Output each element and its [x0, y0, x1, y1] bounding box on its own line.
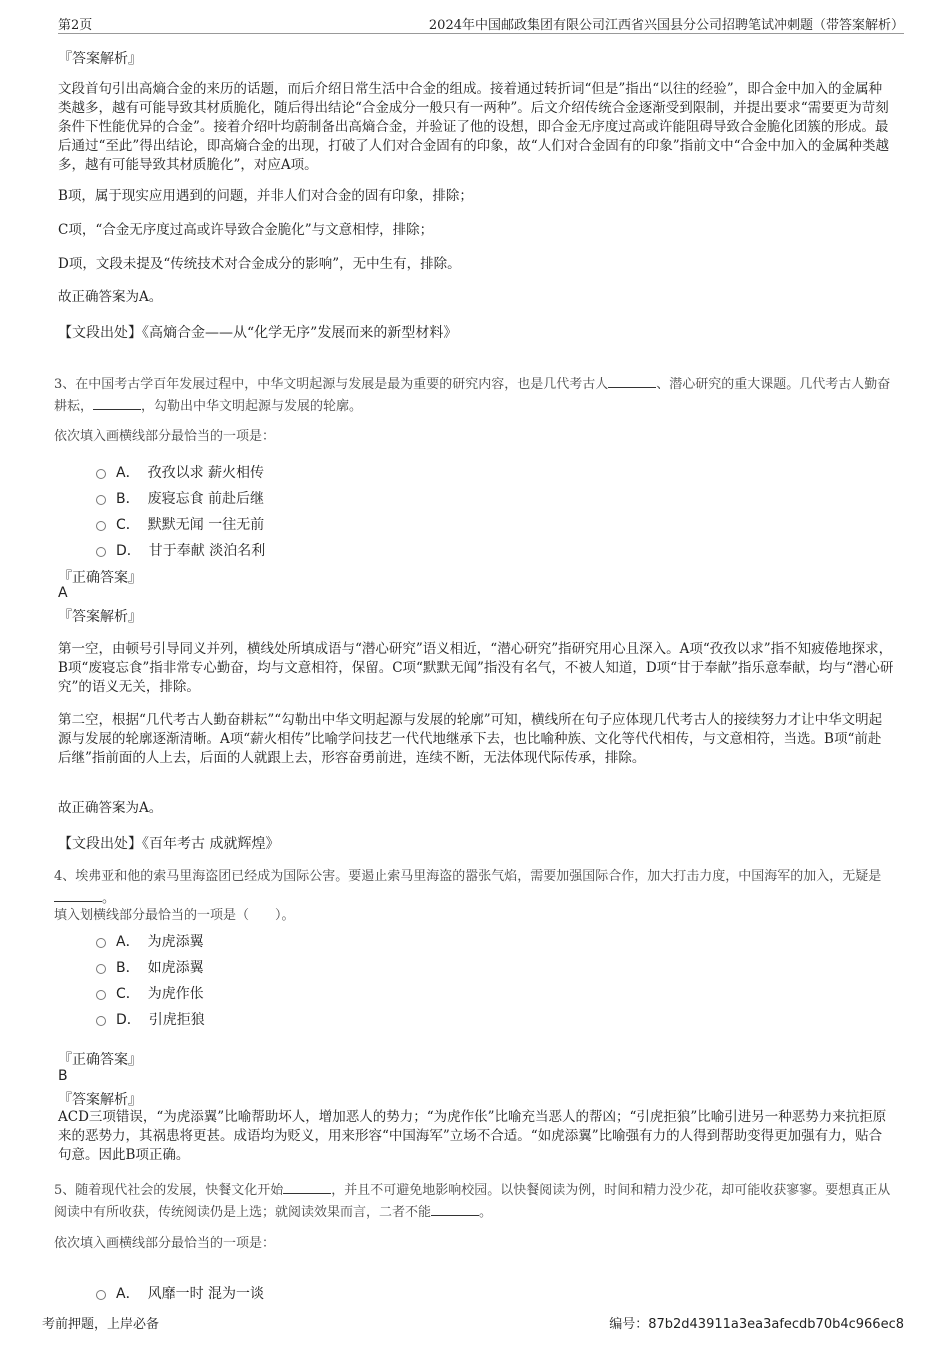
radio-icon[interactable]: [96, 1290, 106, 1300]
analysis-paragraph: C项，“合金无序度过高或许导致合金脆化”与文意相悖，排除；: [58, 222, 434, 238]
analysis-paragraph: 文段首句引出高熵合金的来历的话题，而后介绍日常生活中合金的组成。接着通过转折词“但是”指出“以往的经验”，即合金中加入的金属种类越多，越有可能导致其材质脆化，随后得出结论“合金成分一般只有一两种”。后文介绍传统合金逐渐受到限制，并提出要求“需要更为苛刻条件下性能优异的合金”。接着介绍叶均蔚制备出高熵合金，并验证了他的设想，即合金无序度过高或许能阻碍导致合金脆化团簇的形成。最后通过“至此”得出结论，即高熵合金的出现，打破了人们对合金固有的印象，故“人们对合金固有的印象”指前文中“合金中加入的金属种类越多，越有可能导致其材质脆化”，对应A项。: [58, 81, 890, 173]
analysis-label: 『答案解析』: [58, 51, 142, 67]
page-number: 第2页: [58, 18, 93, 33]
radio-icon[interactable]: [96, 1016, 106, 1026]
header-divider: [58, 33, 904, 34]
option-text: 甘于奉献 淡泊名利: [148, 543, 266, 559]
blank: [93, 395, 141, 410]
option-c[interactable]: [96, 983, 204, 1003]
blank: [431, 1201, 479, 1216]
option-text: 孜孜以求 薪火相传: [147, 465, 265, 481]
correct-answer: B: [58, 1068, 68, 1084]
stem-text: 。: [102, 891, 116, 906]
option-letter: D．: [116, 543, 141, 559]
option-letter: A．: [116, 465, 140, 481]
option-letter: C．: [116, 986, 140, 1002]
option-letter: B．: [116, 960, 140, 976]
passage-source: 【文段出处】《百年考古 成就辉煌》: [58, 836, 280, 852]
option-text: 风靡一时 混为一谈: [147, 1286, 265, 1302]
stem-text: 3、在中国考古学百年发展过程中，中华文明起源与发展是最为重要的研究内容，也是几代考古人: [54, 377, 609, 392]
analysis-paragraph: 第一空，由顿号引导同义并列，横线处所填成语与“潜心研究”语义相近，“潜心研究”指研究用心且深入。A项“孜孜以求”指不知疲倦地探求，B项“废寝忘食”指非常专心勤奋，均与文意相符，保留。C项“默默无闻”指没有名气，不被人知道，D项“甘于奉献”指乐意奉献，均与“潜心研究”的语义无关，排除。: [58, 641, 894, 695]
option-letter: B．: [116, 491, 140, 507]
analysis-paragraph: 第二空，根据“几代考古人勤奋耕耘”“勾勒出中华文明起源与发展的轮廓”可知，横线所在句子应体现几代考古人的接续努力才让中华文明起源与发展的轮廓逐渐清晰。A项“薪火相传”比喻学问技艺一代代地继承下去，也比喻种族、文化等代代相传，与文意相符，当选。B项“前赴后继”指前面的人上去，后面的人就跟上去，形容奋勇前进，连续不断，无法体现代际传承，排除。: [58, 712, 883, 766]
radio-icon[interactable]: [96, 469, 106, 479]
analysis-paragraph: D项，文段未提及“传统技术对合金成分的影响”，无中生有，排除。: [58, 256, 461, 272]
question-instruction: 依次填入画横线部分最恰当的一项是：: [54, 429, 276, 444]
option-text: 为虎作伥: [147, 986, 204, 1002]
question-stem: [54, 373, 894, 417]
option-d[interactable]: [96, 540, 265, 560]
document-title: 2024年中国邮政集团有限公司江西省兴国县分公司招聘笔试冲刺题（带答案解析）: [428, 18, 904, 33]
option-text: 如虎添翼: [147, 960, 204, 976]
code-label: 编号：: [609, 1317, 649, 1332]
stem-text: 、潜心研究的重大课题。几代考古人勤奋耕耘，: [54, 377, 891, 414]
passage-source: 【文段出处】《高熵合金——从“化学无序”发展而来的新型材料》: [58, 325, 458, 341]
stem-text: ，勾勒出中华文明起源与发展的轮廓。: [141, 399, 363, 414]
radio-icon[interactable]: [96, 547, 106, 557]
analysis-label: 『答案解析』: [58, 1092, 142, 1108]
radio-icon[interactable]: [96, 495, 106, 505]
option-b[interactable]: [96, 957, 204, 977]
analysis-label: 『答案解析』: [58, 609, 142, 625]
stem-text: 5、随着现代社会的发展，快餐文化开始: [54, 1183, 284, 1198]
radio-icon[interactable]: [96, 521, 106, 531]
blank: [283, 1179, 331, 1194]
correct-answer-label: 『正确答案』: [58, 1052, 142, 1068]
option-letter: C．: [116, 517, 140, 533]
analysis-paragraph: ACD三项错误，“为虎添翼”比喻帮助坏人，增加恶人的势力；“为虎作伥”比喻充当恶人的帮凶；“引虎拒狼”比喻引进另一种恶势力来抗拒原来的恶势力，其祸患将更甚。成语均为贬义，用来形容“中国海军”立场不合适。“如虎添翼”比喻强有力的人得到帮助变得更加强有力，贴合句意。因此B项正确。: [58, 1109, 887, 1163]
option-b[interactable]: [96, 488, 264, 508]
radio-icon[interactable]: [96, 938, 106, 948]
option-c[interactable]: [96, 514, 264, 534]
analysis-paragraph: B项，属于现实应用遇到的问题，并非人们对合金的固有印象，排除；: [58, 188, 473, 204]
option-a[interactable]: [96, 931, 204, 951]
document-code: [609, 1313, 904, 1332]
option-text: 为虎添翼: [147, 934, 204, 950]
question-stem: [54, 867, 894, 909]
radio-icon[interactable]: [96, 964, 106, 974]
blank: [608, 373, 656, 388]
option-a[interactable]: [96, 1283, 264, 1303]
stem-text: ，并且不可避免地影响校园。以快餐阅读为例，时间和精力没少花，却可能收获寥寥。要想真正从阅读中有所收获，传统阅读仍是上选；就阅读效果而言，二者不能: [54, 1183, 891, 1220]
option-letter: A．: [116, 1286, 140, 1302]
correct-answer: A: [58, 585, 68, 601]
option-letter: A．: [116, 934, 140, 950]
stem-text: 4、埃弗亚和他的索马里海盗团已经成为国际公害。要遏止索马里海盗的嚣张气焰，需要加强国际合作，加大打击力度，中国海军的加入，无疑是: [54, 869, 882, 884]
option-a[interactable]: [96, 462, 264, 482]
question-instruction: 填入划横线部分最恰当的一项是（ ）。: [54, 908, 295, 923]
question-stem: [54, 1179, 894, 1223]
code-value: 87b2d43911a3ea3afecdb70b4c966ec8: [648, 1317, 904, 1332]
analysis-conclusion: 故正确答案为A。: [58, 289, 163, 305]
option-d[interactable]: [96, 1009, 205, 1029]
question-instruction: 依次填入画横线部分最恰当的一项是：: [54, 1236, 276, 1251]
stem-text: 。: [479, 1205, 493, 1220]
analysis-conclusion: 故正确答案为A。: [58, 800, 163, 816]
option-letter: D．: [116, 1012, 141, 1028]
correct-answer-label: 『正确答案』: [58, 570, 142, 586]
blank: [54, 887, 102, 902]
footer-slogan: 考前押题，上岸必备: [42, 1317, 160, 1332]
option-text: 废寝忘食 前赴后继: [147, 491, 265, 507]
option-text: 引虎拒狼: [148, 1012, 205, 1028]
option-text: 默默无闻 一往无前: [147, 517, 265, 533]
radio-icon[interactable]: [96, 990, 106, 1000]
